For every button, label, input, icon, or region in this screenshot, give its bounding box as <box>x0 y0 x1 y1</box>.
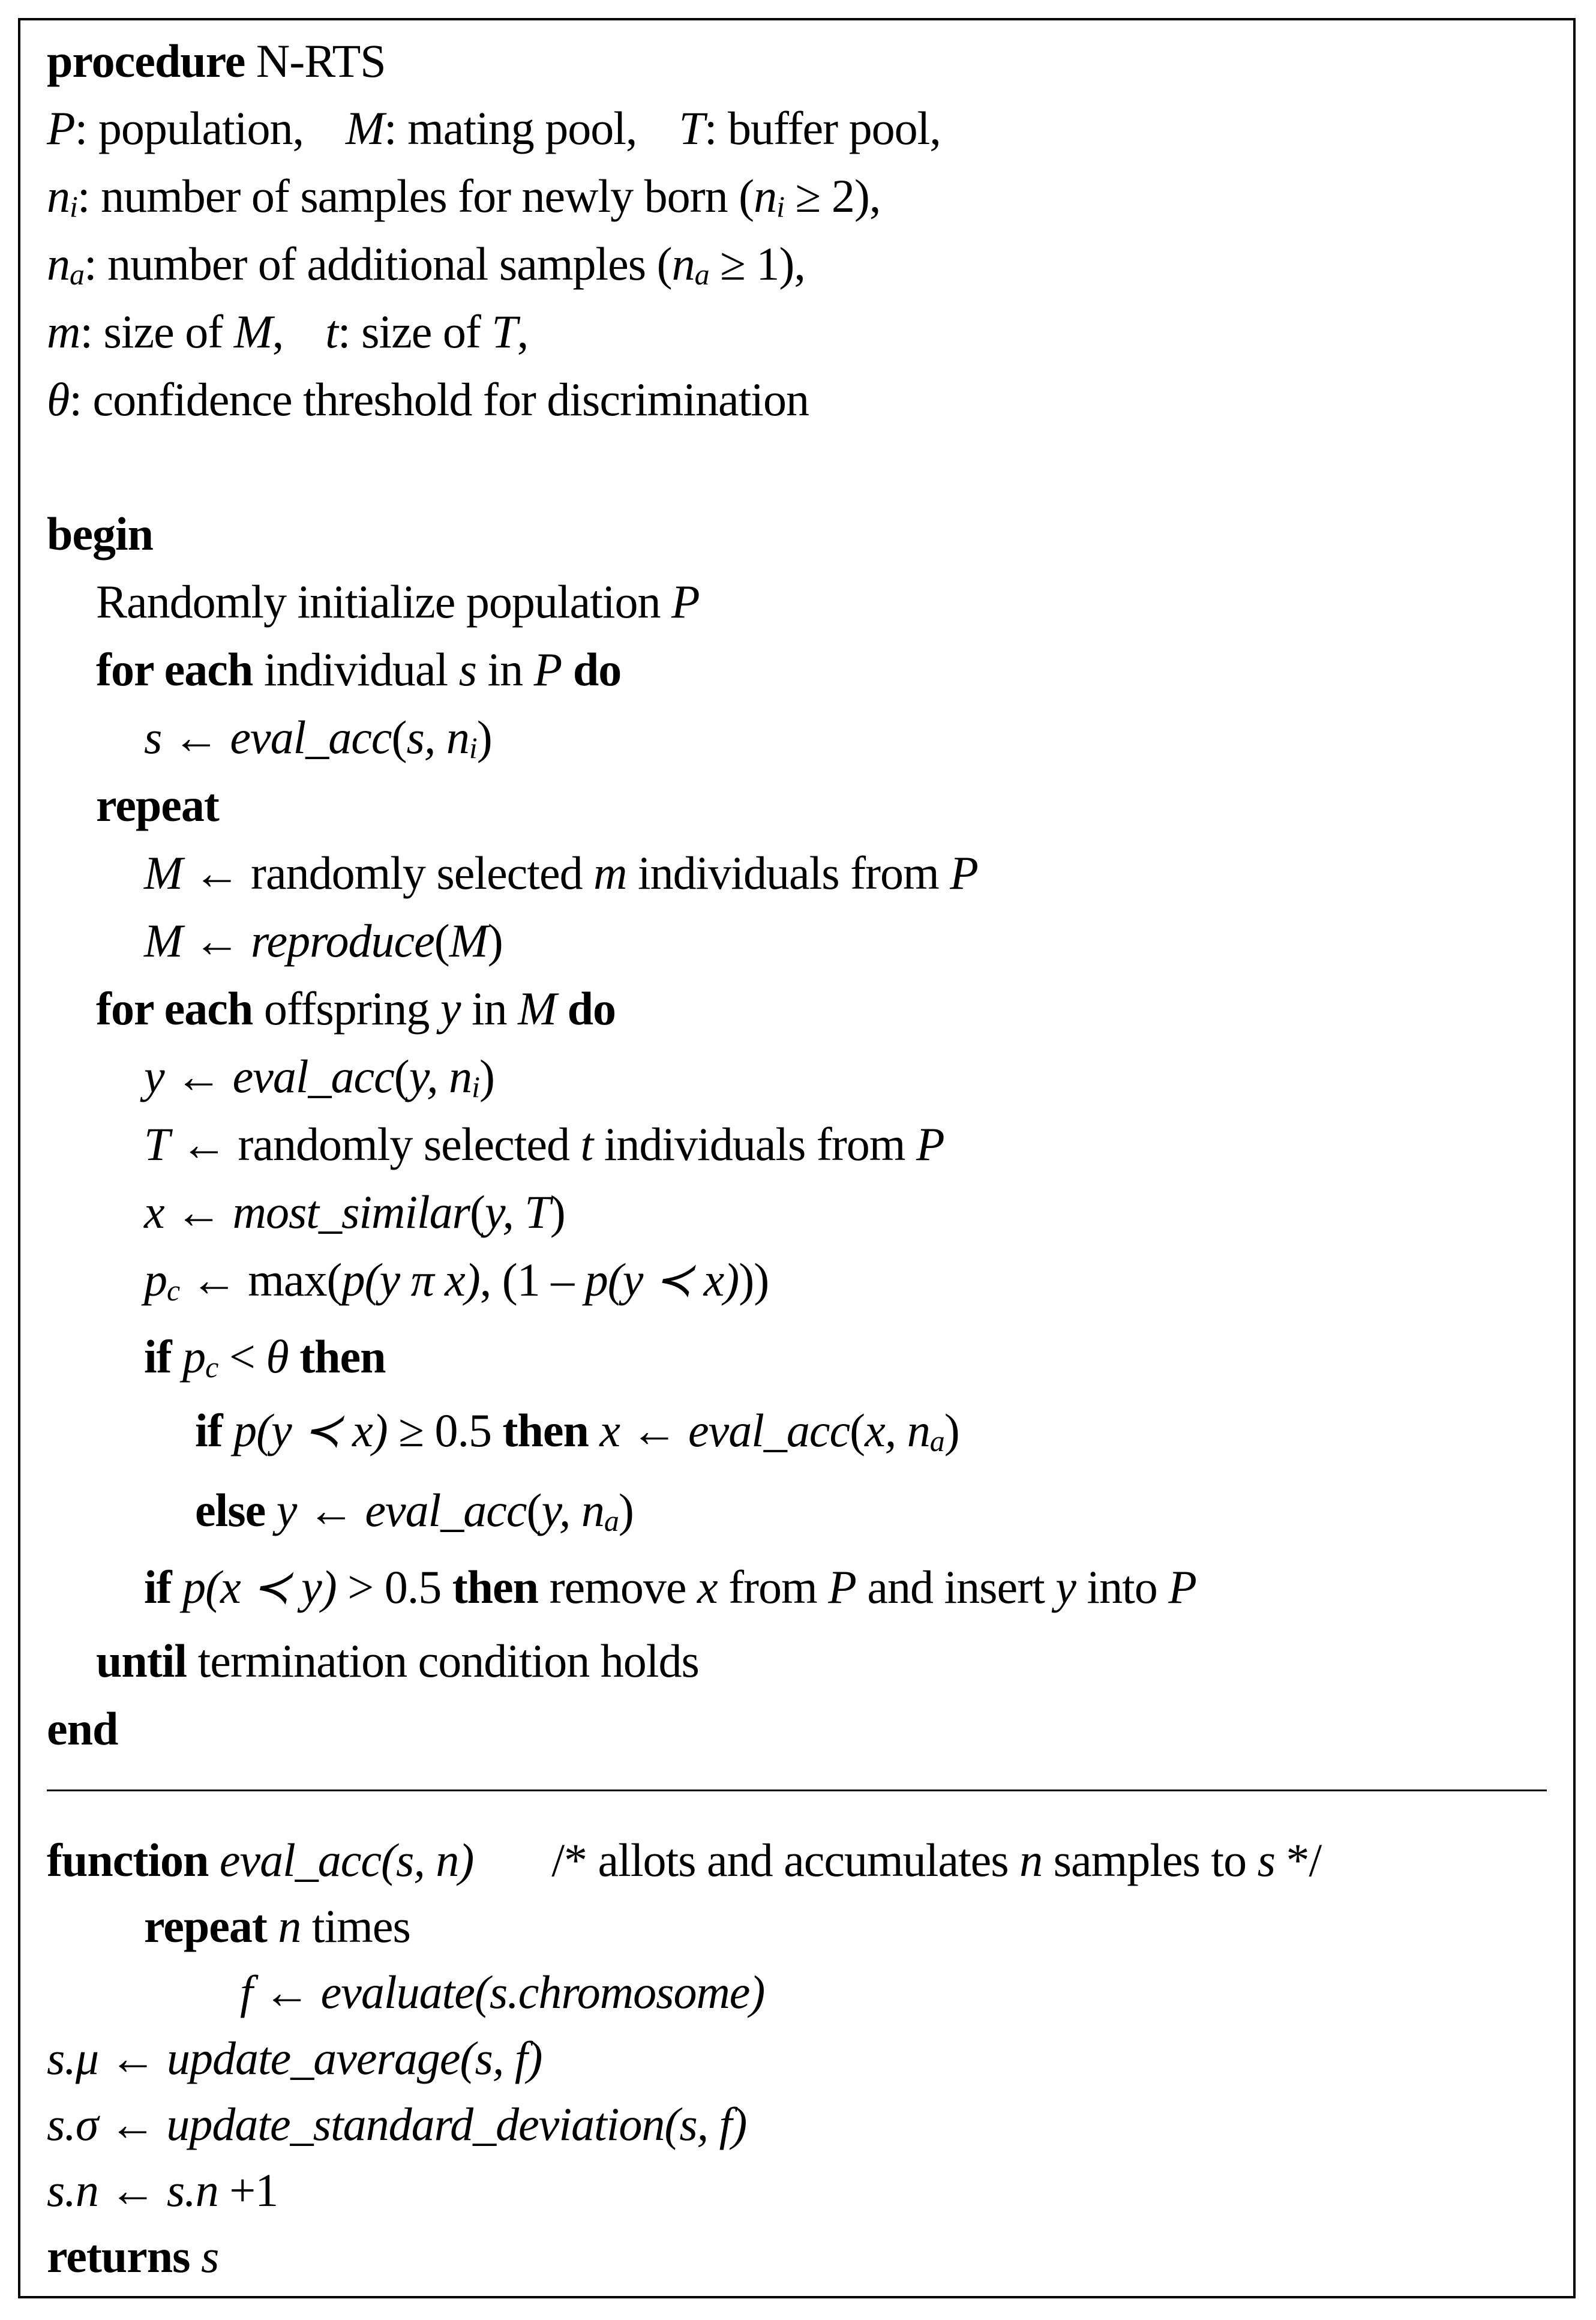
symbol: p <box>341 1254 365 1306</box>
symbol: s.n <box>47 2164 98 2216</box>
desc: : size of <box>80 305 234 358</box>
symbol: P <box>533 643 562 696</box>
symbol: θ <box>47 373 70 425</box>
text: max( <box>248 1254 342 1306</box>
op: > 0.5 <box>336 1561 452 1613</box>
symbol: x <box>697 1561 718 1613</box>
symbol: n <box>278 1900 301 1952</box>
evaluate-line <box>240 1962 764 2022</box>
comment: */ <box>1274 1834 1322 1886</box>
text: remove <box>538 1561 697 1613</box>
text: )) <box>739 1254 769 1306</box>
comment: samples to <box>1042 1834 1258 1886</box>
symbol: s <box>458 643 476 696</box>
symbol: s <box>201 2230 219 2282</box>
subscript: i <box>70 190 77 223</box>
size-definitions <box>47 302 528 362</box>
args: (s, n) <box>381 1834 474 1886</box>
subscript: c <box>167 1273 180 1307</box>
param-symbol: M <box>345 102 384 154</box>
punct: , <box>272 305 284 358</box>
text: randomly selected <box>250 847 594 899</box>
op: ≥ 0.5 <box>387 1404 503 1456</box>
symbol: x <box>599 1404 620 1456</box>
na-definition <box>47 234 805 294</box>
symbol: θ <box>266 1330 289 1383</box>
function-name: most_similar <box>232 1186 470 1238</box>
symbol: y <box>1055 1561 1076 1613</box>
begin-keyword: begin <box>47 508 154 560</box>
symbol: m <box>593 847 627 899</box>
text: from <box>717 1561 829 1613</box>
reproduce-line: M ← reproduce(M) <box>144 915 503 967</box>
comment: /* allots and accumulates <box>551 1834 1020 1886</box>
keyword: returns <box>47 2230 190 2282</box>
procedure-header <box>47 31 386 91</box>
symbol: n <box>47 238 70 290</box>
keyword: then <box>299 1330 386 1383</box>
update-mean-line <box>47 2028 542 2088</box>
section-divider <box>47 1790 1547 1791</box>
if-confidence-line <box>144 1327 386 1387</box>
until-line <box>96 1631 699 1691</box>
function-name: reproduce <box>250 915 434 967</box>
keyword: do <box>567 982 616 1035</box>
function-name: eval_acc <box>219 1834 382 1886</box>
symbol: P <box>671 575 700 628</box>
expr: p(y ≺ x) <box>233 1404 388 1456</box>
arrow: ← <box>98 2098 167 2150</box>
repeat-keyword: repeat <box>96 779 219 831</box>
symbol: P <box>828 1561 856 1613</box>
symbol: s <box>144 711 162 763</box>
arrow: ← <box>164 1050 233 1102</box>
text: individual <box>253 643 459 696</box>
keyword: until <box>96 1635 187 1687</box>
arrow: ← <box>164 1186 233 1238</box>
keyword: else <box>195 1484 266 1536</box>
symbol: M <box>518 982 557 1035</box>
desc: : number of additional samples ( <box>84 238 672 290</box>
symbol: P <box>1168 1561 1196 1613</box>
symbol: y <box>440 982 461 1035</box>
increment-n-line <box>47 2160 278 2220</box>
text: +1 <box>218 2164 278 2216</box>
arrow: ← <box>98 2032 167 2084</box>
end-keyword: end <box>47 1702 118 1755</box>
symbol: M <box>144 915 182 967</box>
replace-line <box>144 1557 1196 1617</box>
else-y-line: else y ← eval_acc(y, $n_a$) <box>195 1484 634 1537</box>
keyword: then <box>502 1404 589 1456</box>
arrow: ← <box>182 915 251 967</box>
arrow: ← <box>98 2164 167 2216</box>
returns-line <box>47 2226 218 2286</box>
subscript: a <box>70 257 84 291</box>
symbol: n <box>1019 1834 1043 1886</box>
symbol: T <box>491 305 517 358</box>
args: y, T <box>485 1186 550 1238</box>
subscript: i <box>776 190 785 223</box>
function-name: eval_acc <box>688 1404 850 1456</box>
symbol: m <box>47 305 80 358</box>
keyword: do <box>572 643 622 696</box>
expr: (y π x) <box>364 1254 480 1306</box>
function-header <box>47 1830 1321 1890</box>
condition: ≥ 2), <box>784 170 881 222</box>
arrow: ← <box>169 1118 238 1170</box>
desc: : size of <box>337 305 492 358</box>
text: individuals from <box>626 847 950 899</box>
symbol: P <box>916 1118 944 1170</box>
function-call: update_average(s, f) <box>167 2032 542 2084</box>
update-std-line <box>47 2094 746 2154</box>
symbol: y <box>144 1050 164 1102</box>
text: in <box>476 643 534 696</box>
symbol: p <box>584 1254 608 1306</box>
keyword: for each <box>96 643 253 696</box>
symbol: t <box>580 1118 593 1170</box>
text: Randomly initialize population <box>96 575 672 628</box>
arrow: ← <box>296 1484 365 1536</box>
keyword: repeat <box>144 1900 267 1952</box>
symbol: p <box>144 1254 167 1306</box>
symbol: P <box>950 847 978 899</box>
pool-definitions <box>47 98 941 158</box>
subscript: c <box>205 1350 218 1384</box>
for-each-offspring <box>96 979 616 1039</box>
op: < <box>218 1330 266 1383</box>
symbol: T <box>144 1118 170 1170</box>
eval-offspring: y ← eval_acc(y, $n_i$) <box>144 1050 494 1104</box>
symbol: s.σ <box>47 2098 98 2150</box>
symbol: n <box>47 170 70 222</box>
for-each-individual <box>96 640 621 700</box>
symbol: t <box>325 305 338 358</box>
function-name: eval_acc <box>365 1484 527 1536</box>
punct: , <box>517 305 529 358</box>
symbol: s.μ <box>47 2032 99 2084</box>
keyword: if <box>195 1404 223 1456</box>
function-call: update_standard_deviation(s, f) <box>166 2098 747 2150</box>
symbol: M <box>144 847 182 899</box>
condition: ≥ 1), <box>709 238 805 290</box>
text: into <box>1075 1561 1169 1613</box>
arrow: ← <box>161 711 230 763</box>
symbol: p <box>182 1330 206 1383</box>
symbol: n <box>671 238 695 290</box>
text: , (1 – <box>479 1254 585 1306</box>
procedure-name: N-RTS <box>256 35 386 87</box>
param-desc: : mating pool, <box>383 102 637 154</box>
theta-definition <box>47 370 809 430</box>
repeat-n-times <box>144 1896 410 1956</box>
text: termination condition holds <box>187 1635 699 1687</box>
confidence-line <box>144 1250 769 1310</box>
param-desc: : population, <box>74 102 304 154</box>
text: and insert <box>856 1561 1056 1613</box>
param-symbol: P <box>47 102 75 154</box>
eval-individual: s ← eval_acc(s, $n_i$) <box>144 711 492 765</box>
keyword: then <box>452 1561 539 1613</box>
text: individuals from <box>593 1118 916 1170</box>
arrow: ← <box>182 847 251 899</box>
expr: p(x ≺ y) <box>182 1561 337 1613</box>
ni-definition <box>47 166 880 226</box>
most-similar-line: x ← most_similar(y, T) <box>144 1186 565 1238</box>
if-x-line: if p(y ≺ x) ≥ 0.5 then x ← eval_acc(x, $n_a$) <box>195 1404 959 1458</box>
symbol: x <box>144 1186 164 1238</box>
procedure-keyword: procedure <box>47 35 245 87</box>
arrow: ← <box>252 1966 321 2018</box>
text: offspring <box>253 982 440 1035</box>
function-name: eval_acc <box>232 1050 394 1102</box>
desc: : confidence threshold for discrimination <box>69 373 809 425</box>
param-symbol: T <box>679 102 704 154</box>
text: randomly selected <box>238 1118 581 1170</box>
init-line <box>96 572 700 632</box>
expr: (y ≺ x) <box>607 1254 739 1306</box>
keyword: for each <box>96 982 253 1035</box>
text: in <box>460 982 518 1035</box>
symbol: M <box>449 915 488 967</box>
symbol: M <box>233 305 272 358</box>
subscript: a <box>694 257 709 291</box>
text: times <box>301 1900 410 1952</box>
symbol: y <box>276 1484 297 1536</box>
keyword: if <box>144 1561 172 1613</box>
symbol: f <box>240 1966 253 2018</box>
symbol: s.n <box>166 2164 218 2216</box>
function-call: evaluate(s.chromosome) <box>320 1966 765 2018</box>
symbol: n <box>754 170 777 222</box>
arrow: ← <box>620 1404 688 1456</box>
arrow: ← <box>179 1254 248 1306</box>
keyword: if <box>144 1330 172 1383</box>
symbol: s <box>1257 1834 1275 1886</box>
desc: : number of samples for newly born ( <box>77 170 754 222</box>
param-desc: : buffer pool, <box>704 102 941 154</box>
keyword: function <box>47 1834 209 1886</box>
select-mating-pool <box>144 843 978 903</box>
function-name: eval_acc <box>230 711 392 763</box>
select-buffer-pool <box>144 1114 944 1174</box>
